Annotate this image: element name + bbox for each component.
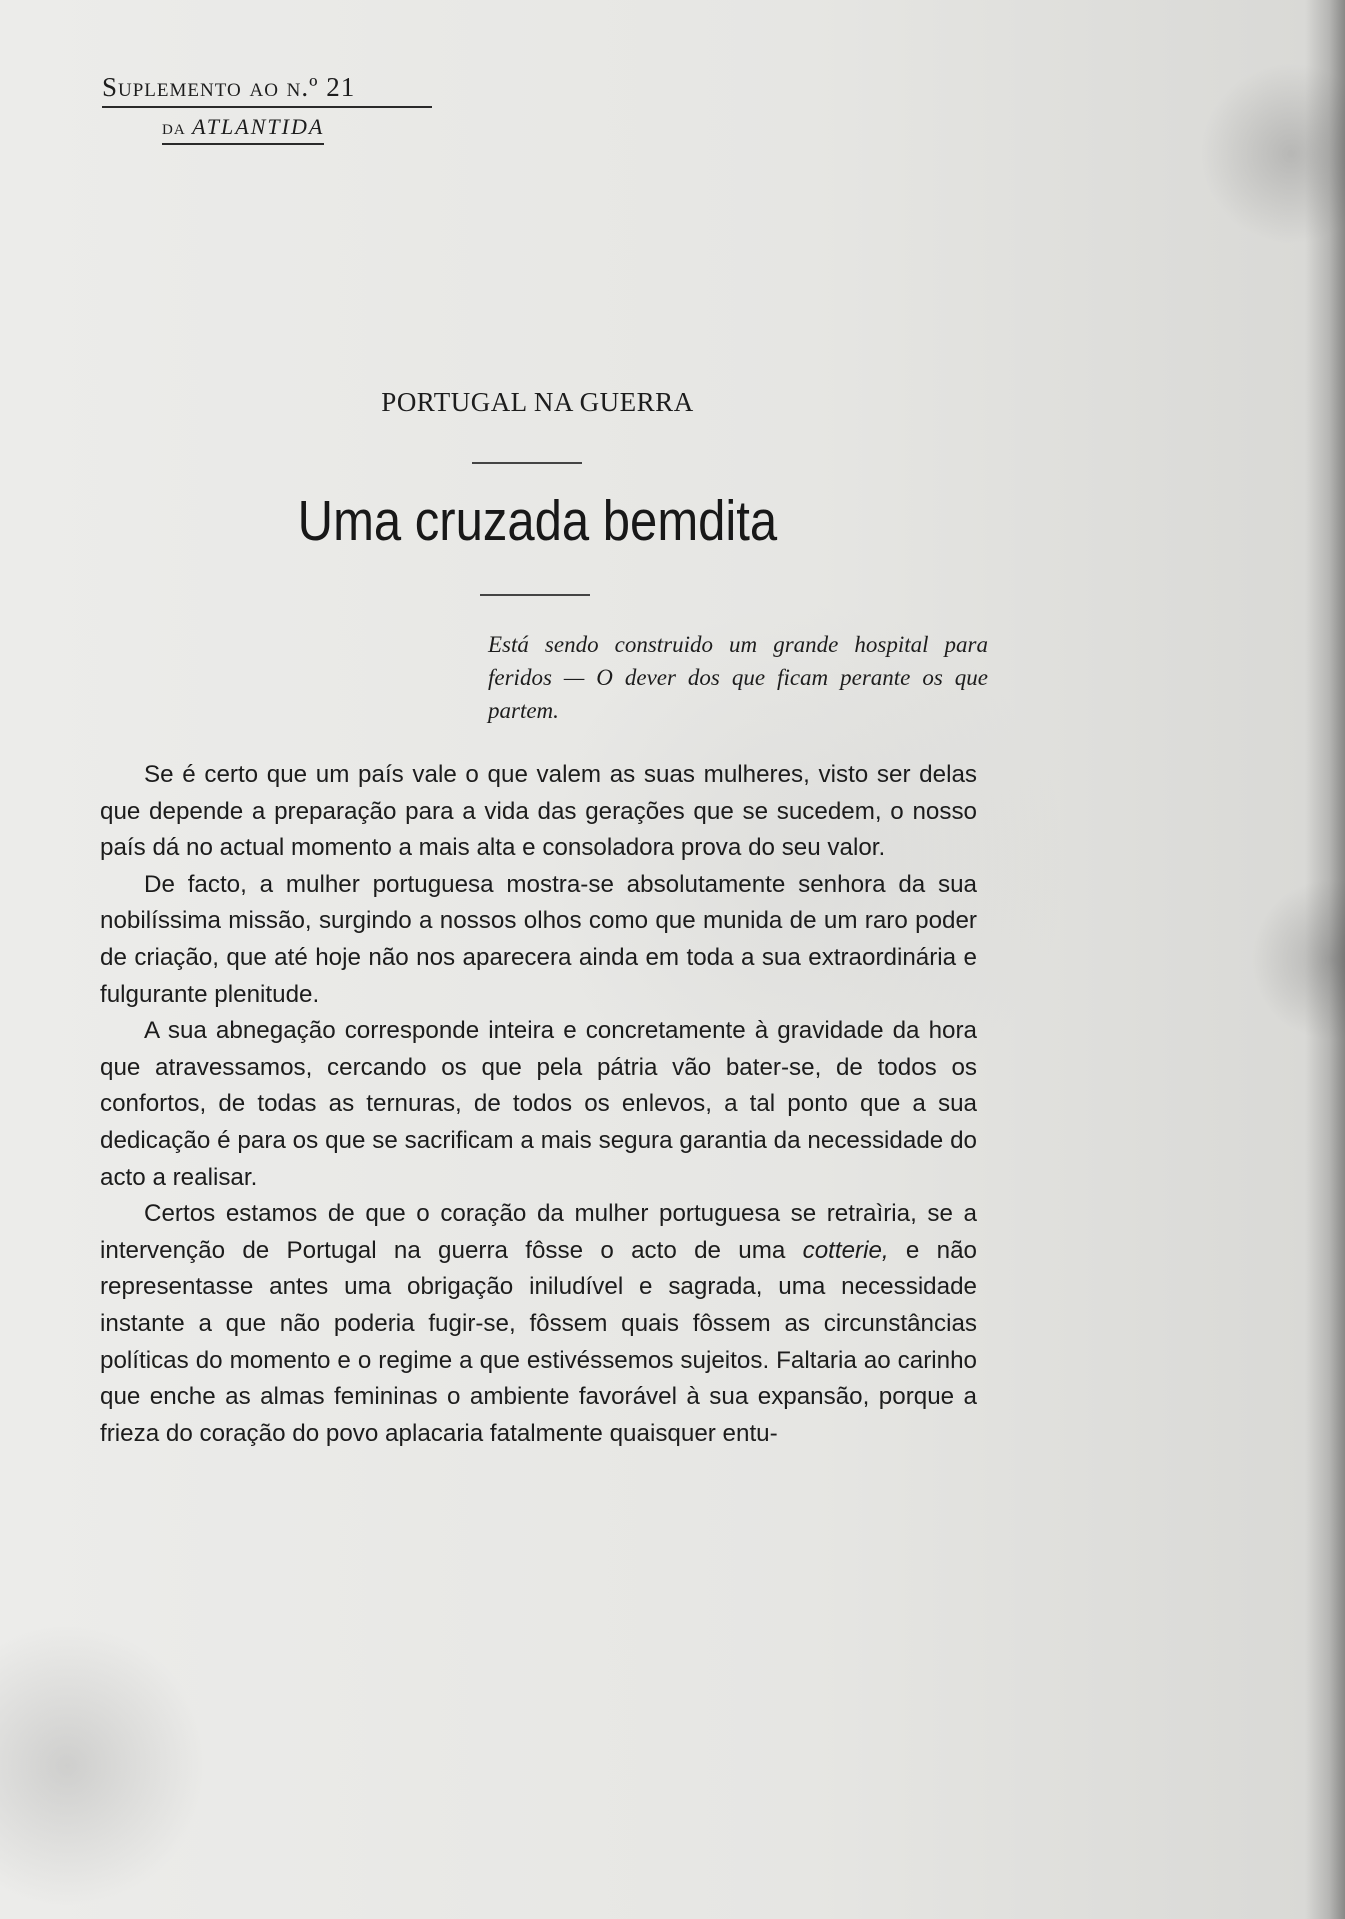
paragraph-text: Certos estamos de que o coração da mulher portuguesa se retraìria, se a intervenção de Portugal na guerra fôsse o acto de uma (100, 1200, 977, 1264)
divider-rule (472, 462, 582, 464)
magazine-name-prefix: da (162, 114, 186, 139)
supplement-header (102, 72, 432, 145)
paragraph-text: e não representasse antes uma obrigação iniludível e sagrada, uma necessidade instante a que não poderia fugir-se, fôssem quais fôssem as circunstâncias políticas do momento e o regime a que estivéssemos sujeitos. Faltaria ao carinho que enche as almas femininas o ambiente favorável à sua expansão, porque a frieza do coração do povo aplacaria fatalmente quaisquer entu- (100, 1236, 978, 1447)
paragraph: Se é certo que um país vale o que valem as suas mulheres, visto ser delas que depende a preparação para a vida das gerações que se sucedem, o nosso país dá no actual momento a mais alta e consoladora prova do seu valor. (100, 761, 977, 862)
paragraph: De facto, a mulher portuguesa mostra-se absolutamente senhora da sua nobilíssima missão, surgindo a nossos olhos como que munida de um raro poder de criação, que até hoje não nos aparecera ainda em toda a sua extraordinária e fulgurante plenitude. (100, 870, 977, 1008)
paragraph: A sua abnegação corresponde inteira e concretamente à gravidade da hora que atravessamos, cercando os que pela pátria vão bater-se, de todos os confortos, de todas as ternuras, de todos os enlevos, a tal ponto que a sua dedicação é para os que se sacrificam a mais segura garantia da necessidade do acto a realisar. (100, 1017, 977, 1191)
article-title: Uma cruzada bemdita (297, 489, 778, 553)
section-heading: PORTUGAL NA GUERRA (381, 387, 694, 417)
paragraph (100, 1196, 977, 1452)
magazine-name-title: ATLANTIDA (192, 114, 325, 139)
page-edge-shadow (1305, 0, 1345, 1919)
article-body (100, 757, 977, 1452)
article-subtitle: Está sendo construido um grande hospital para feridos — O dever dos que ficam perante os que partem. (488, 632, 988, 723)
divider-rule (480, 594, 590, 596)
paragraph-italic-word: cotterie, (802, 1236, 889, 1264)
supplement-number: Suplemento ao n.º 21 (102, 72, 432, 108)
magazine-name (162, 114, 324, 145)
